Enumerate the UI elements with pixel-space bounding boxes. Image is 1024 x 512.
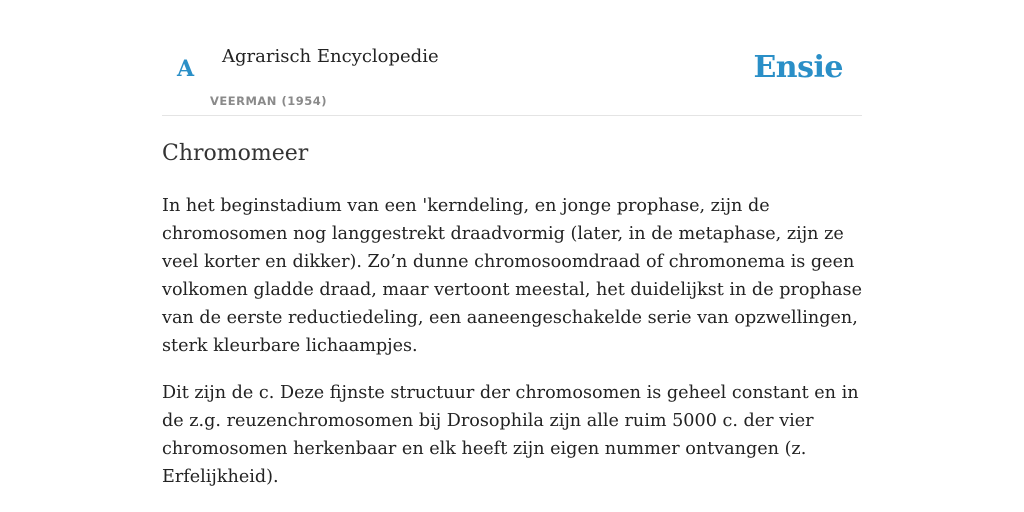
source-title-link[interactable]: Agrarisch Encyclopedie [222,46,439,67]
source-header [162,0,862,116]
source-author: VEERMAN (1954) [210,94,327,108]
entry-title: Chromomeer [162,141,309,166]
entry-paragraph: In het beginstadium van een 'kerndeling, en jonge prophase, zijn de chromosomen nog langgestrekt draadvormig (later, in de metaphase, zijn ze veel korter en dikker). Zo’n dunne chromosoomdraad of chromonema is geen volkomen gladde draad, maar vertoont meestal, het duidelijkst in de prophase van de eerste reductiedeling, een aaneengeschakelde serie van opzwellingen, sterk kleurbare lichaampjes. [162,196,862,356]
ensie-logo-link[interactable]: Ensie [753,50,843,85]
page-container [162,0,862,487]
source-logo[interactable]: A [177,56,195,82]
entry-paragraph: Dit zijn de c. Deze fijnste structuur der chromosomen is geheel constant en in de z.g. reuzenchromosomen bij Drosophila zijn alle ruim 5000 c. der vier chromosomen herkenbaar en elk heeft zijn eigen nummer ontvangen (z. Erfelijkheid). [162,383,859,487]
entry-body [162,192,862,510]
